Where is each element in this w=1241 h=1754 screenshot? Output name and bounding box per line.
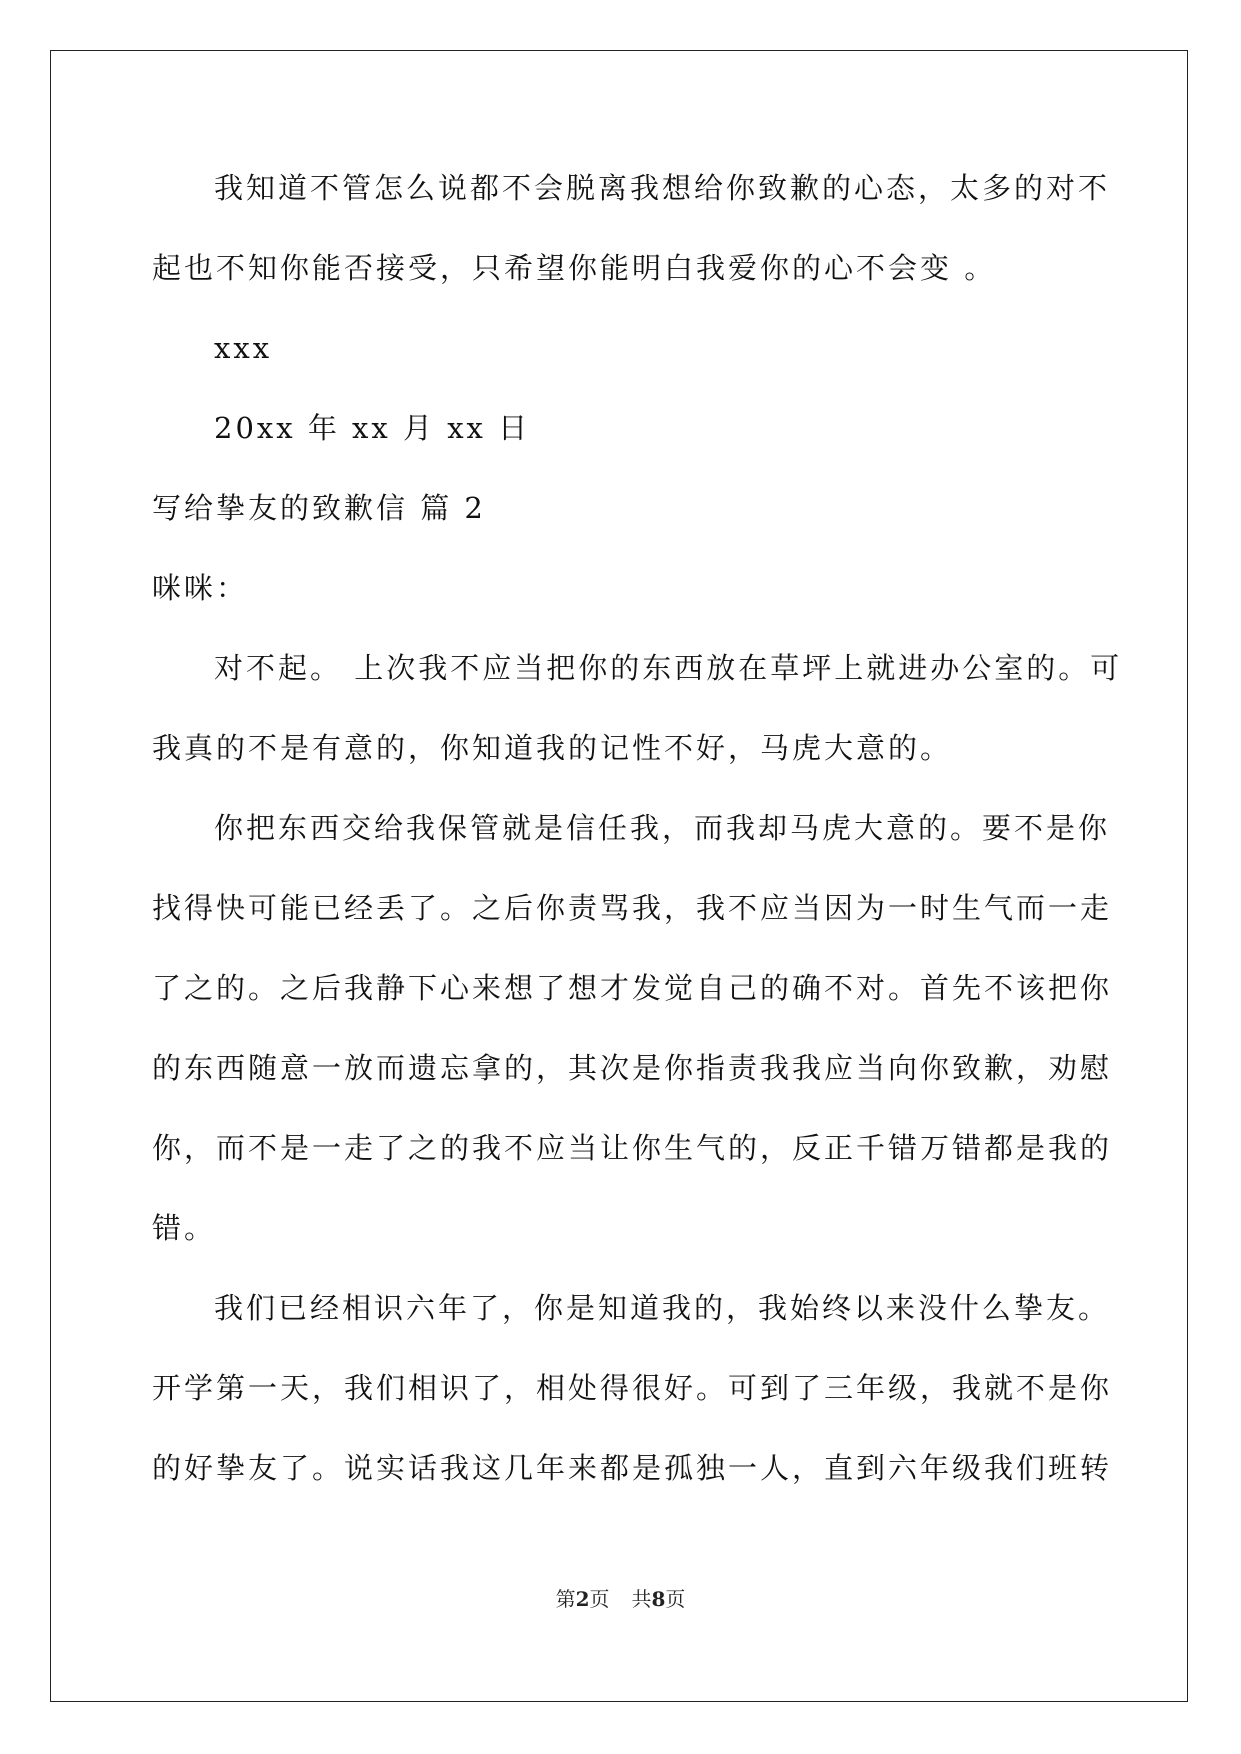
page-footer (0, 1584, 1241, 1614)
text-line: 写给挚友的致歉信 篇 2 (152, 491, 486, 525)
text-line: 的好挚友了。说实话我这几年来都是孤独一人，直到六年级我们班转 (152, 1451, 1113, 1485)
footer-total-number: 8 (651, 1587, 666, 1611)
text-line: 20xx 年 xx 月 xx 日 (214, 411, 531, 445)
document-body (152, 160, 1123, 1520)
text-line: 的东西随意一放而遗忘拿的，其次是你指责我我应当向你致歉，劝慰 (152, 1051, 1113, 1085)
text-line: 你，而不是一走了之的我不应当让你生气的，反正千错万错都是我的 (152, 1131, 1113, 1165)
text-line: xxx (214, 331, 273, 365)
text-line: 找得快可能已经丢了。之后你责骂我，我不应当因为一时生气而一走 (152, 891, 1113, 925)
text-line: 对不起。 上次我不应当把你的东西放在草坪上就进办公室的。可 (214, 651, 1123, 685)
text-line: 错。 (152, 1211, 217, 1245)
footer-page-suffix: 页 (589, 1587, 610, 1611)
footer-total-prefix: 共 (631, 1587, 652, 1611)
text-line: 我们已经相识六年了，你是知道我的，我始终以来没什么挚友。 (214, 1291, 1111, 1325)
footer-page-prefix: 第 (555, 1587, 576, 1611)
text-line: 咪咪： (152, 571, 249, 605)
text-line: 开学第一天，我们相识了，相处得很好。可到了三年级，我就不是你 (152, 1371, 1113, 1405)
text-line: 我真的不是有意的，你知道我的记性不好，马虎大意的。 (152, 731, 953, 765)
footer-total-suffix: 页 (665, 1587, 686, 1611)
footer-page-number: 2 (575, 1587, 590, 1611)
text-line: 我知道不管怎么说都不会脱离我想给你致歉的心态，太多的对不 (214, 171, 1111, 205)
text-line: 起也不知你能否接受，只希望你能明白我爱你的心不会变 。 (152, 251, 997, 285)
text-line: 了之的。之后我静下心来想了想才发觉自己的确不对。首先不该把你 (152, 971, 1113, 1005)
text-line: 你把东西交给我保管就是信任我，而我却马虎大意的。要不是你 (214, 811, 1111, 845)
